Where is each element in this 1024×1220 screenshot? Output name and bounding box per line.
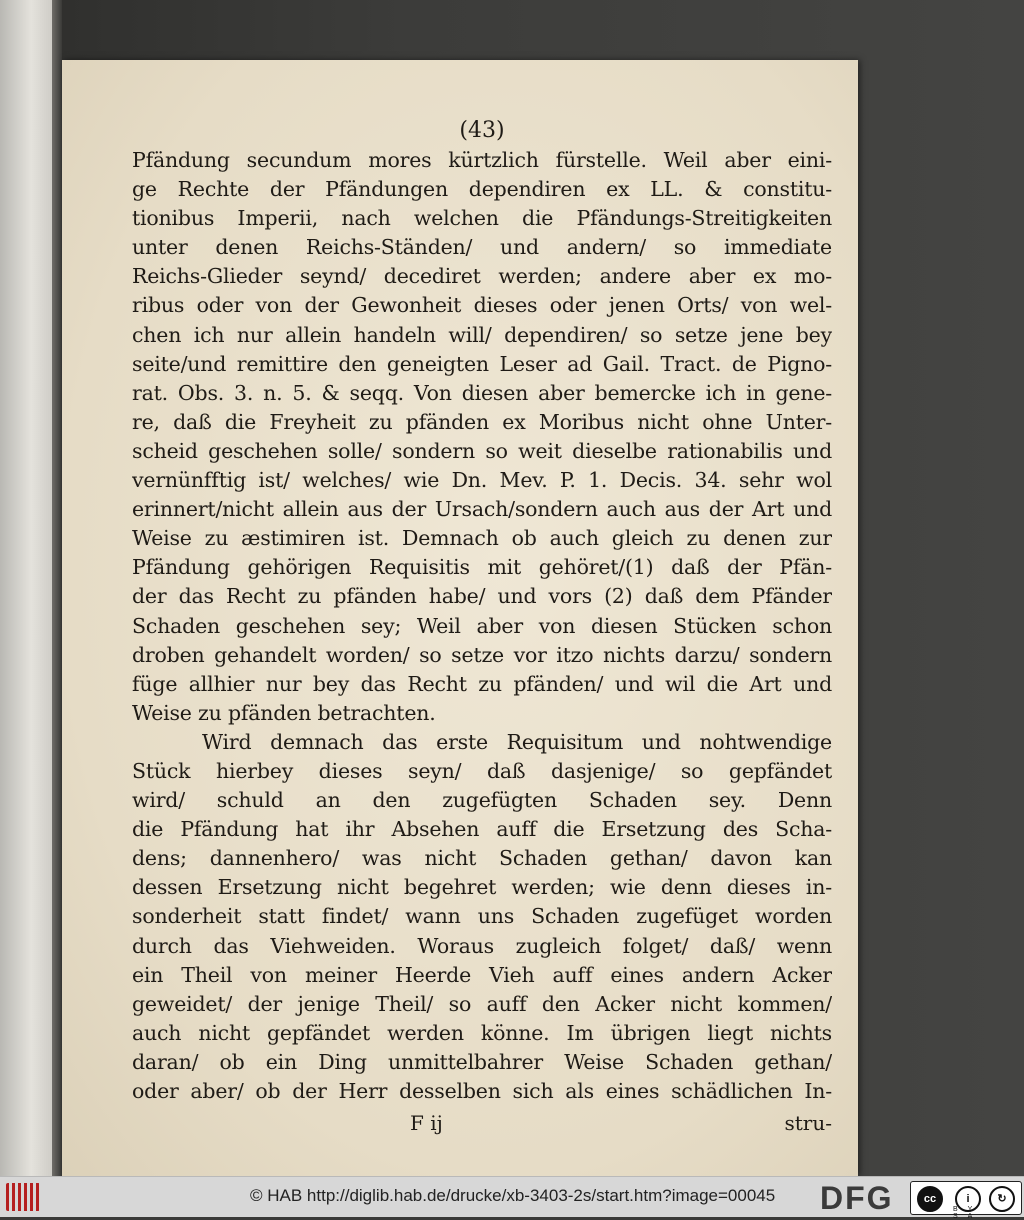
text-line: Reichs-Glieder seynd/ decediret werden; andere aber ex mo- — [132, 264, 832, 289]
text-line: vernünfftig ist/ welches/ wie Dn. Mev. P. 1. Decis. 34. sehr wol — [132, 468, 832, 493]
library-logo-icon[interactable] — [6, 1183, 40, 1211]
text-line: Pfändung secundum mores kürtzlich fürstelle. Weil aber eini- — [132, 148, 832, 172]
page-number: (43) — [459, 118, 505, 143]
signature-mark: F ij — [410, 1111, 443, 1136]
catchword: stru- — [784, 1111, 832, 1136]
adjacent-page-edge — [0, 0, 54, 1176]
text-line: Weise zu pfänden betrachten. — [132, 700, 436, 725]
text-line: füge allhier nur bey das Recht zu pfänden/ und wil die Art und — [132, 671, 832, 696]
text-line: der das Recht zu pfänden habe/ und vors (2) daß dem Pfänder — [132, 584, 832, 609]
text-line: tionibus Imperii, nach welchen die Pfändungs-Streitigkeiten — [132, 206, 832, 231]
text-line: chen ich nur allein handeln will/ dependiren/ so setze jene bey — [132, 322, 832, 347]
dfg-logo[interactable]: DFG — [820, 1180, 894, 1216]
text-line: geweidet/ der jenige Theil/ so auff den Acker nicht kommen/ — [132, 991, 832, 1016]
text-line: Weise zu æstimiren ist. Demnach ob auch gleich zu denen zur — [132, 526, 832, 551]
page-text-block — [132, 118, 832, 1138]
license-labels: BY SA — [953, 1206, 983, 1220]
text-line: ge Rechte der Pfändungen dependiren ex LL. & constitu- — [132, 177, 832, 202]
text-line: re, daß die Freyheit zu pfänden ex Moribus nicht ohne Unter- — [132, 409, 832, 434]
text-line: durch das Viehweiden. Woraus zugleich folget/ daß/ wenn — [132, 933, 832, 958]
text-line: unter denen Reichs-Ständen/ und andern/ so immediate — [132, 235, 832, 260]
text-line: dens; dannenhero/ was nicht Schaden gethan/ davon kan — [132, 846, 832, 871]
text-line: die Pfändung hat ihr Absehen auff die Ersetzung des Scha- — [132, 817, 832, 842]
page-footer — [132, 1108, 832, 1138]
text-line: wird/ schuld an den zugefügten Schaden sey. Denn — [132, 788, 832, 813]
text-line: dessen Ersetzung nicht begehret werden; wie denn dieses in- — [132, 875, 832, 900]
cc-license-badge[interactable] — [910, 1181, 1022, 1220]
by-attribution-icon: i — [955, 1186, 981, 1212]
copyright-link[interactable]: © HAB http://diglib.hab.de/drucke/xb-3403-2s/start.htm?image=00045 — [250, 1186, 776, 1205]
text-line: daran/ ob ein Ding unmittelbahrer Weise Schaden gethan/ — [132, 1049, 832, 1074]
text-line: ribus oder von der Gewonheit dieses oder jenen Orts/ von wel- — [132, 293, 832, 318]
text-lines — [132, 146, 832, 1106]
book-page — [62, 60, 858, 1176]
text-line: Wird demnach das erste Requisitum und nohtwendige — [202, 729, 832, 754]
text-line: sonderheit statt findet/ wann uns Schaden zugefüget worden — [132, 904, 832, 929]
text-line: rat. Obs. 3. n. 5. & seqq. Von diesen aber bemercke ich in gene- — [132, 380, 832, 405]
text-line: Pfändung gehörigen Requisitis mit gehöret/(1) daß der Pfän- — [132, 555, 832, 580]
text-line: seite/und remittire den geneigten Leser ad Gail. Tract. de Pigno- — [132, 351, 832, 376]
text-line: ein Theil von meiner Heerde Vieh auff eines andern Acker — [132, 962, 832, 987]
text-line: droben gehandelt worden/ so setze vor itzo nichts darzu/ sondern — [132, 642, 832, 667]
text-line: Schaden geschehen sey; Weil aber von diesen Stücken schon — [132, 613, 832, 638]
text-line: scheid geschehen solle/ sondern so weit dieselbe rationabilis und — [132, 438, 832, 463]
text-line: Stück hierbey dieses seyn/ daß dasjenige/ so gepfändet — [132, 758, 832, 783]
text-line: oder aber/ ob der Herr desselben sich als eines schädlichen In- — [132, 1079, 832, 1103]
viewer-footer-bar — [0, 1176, 1024, 1220]
text-line: erinnert/nicht allein aus der Ursach/sondern auch aus der Art und — [132, 497, 832, 522]
sa-share-alike-icon: ↻ — [989, 1186, 1015, 1212]
cc-icon: cc — [917, 1186, 943, 1212]
text-line: auch nicht gepfändet werden könne. Im übrigen liegt nichts — [132, 1020, 832, 1045]
